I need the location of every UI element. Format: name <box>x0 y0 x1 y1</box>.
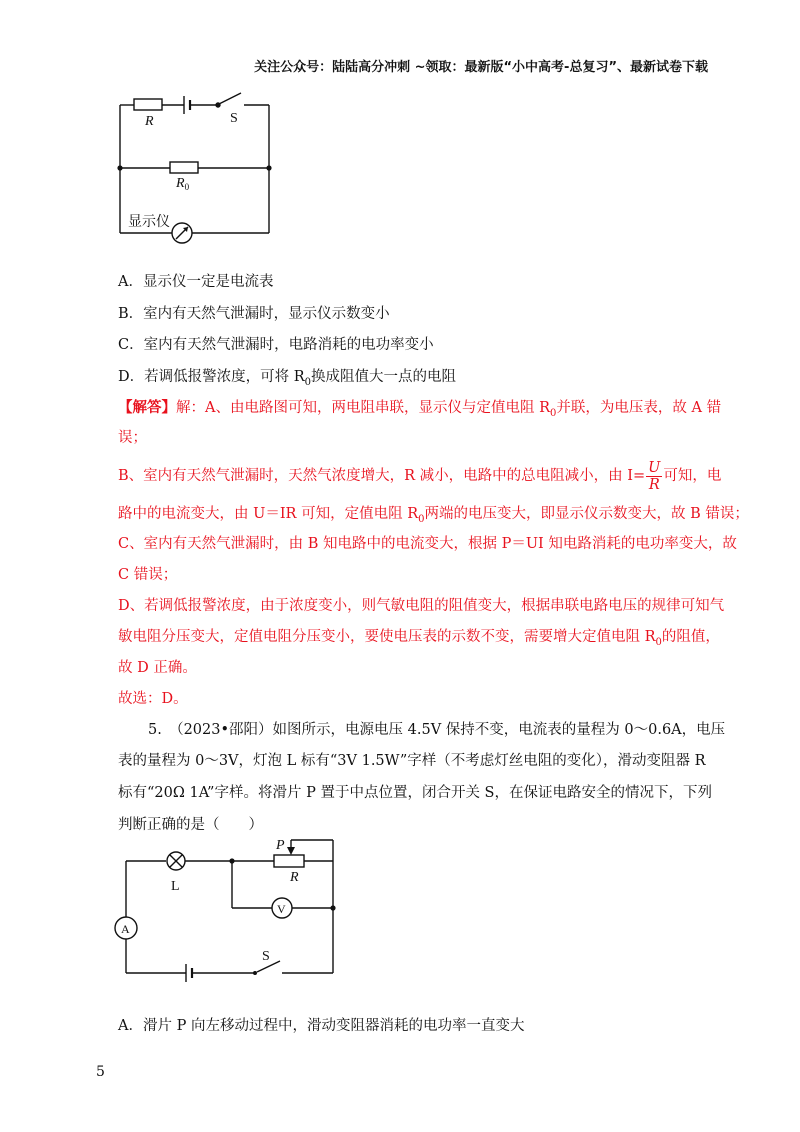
answer-a-line1: 【解答】解：A、由电路图可知，两电阻串联，显示仪与定值电阻 $R_0$并联，为电压表，故 A 错 <box>118 399 722 419</box>
q5-line4: 判断正确的是（ ） <box>118 817 263 833</box>
answer-c-line1: C、室内有天然气泄漏时，由 B 知电路中的电流变大，根据 P＝UI 知电路消耗的电功率变大，故 <box>118 536 737 552</box>
answer-b-line2: 路中的电流变大，由 U＝IR 可知，定值电阻 $R_0$两端的电压变大，即显示仪示数变大，故 B 错误； <box>118 506 749 525</box>
label-r: R <box>145 114 154 129</box>
answer-b-line1: B、室内有天然气泄漏时，天然气浓度增大，R 减小，电路中的总电阻减小，由 I= $\frac{U}{R}$ 可知，电 <box>118 459 722 493</box>
option-d: D．若调低报警浓度，可将 $R_0$换成阻值大一点的电阻 <box>118 369 457 388</box>
answer-c-line2: C 错误； <box>118 567 178 583</box>
switch-s-lever <box>219 93 241 104</box>
page-header: 关注公众号：陆陆高分冲刺 ~领取：最新版“小中高考-总复习”、最新试卷下载 <box>254 60 708 75</box>
label-l: L <box>171 879 180 894</box>
rheostat-r <box>274 855 304 867</box>
label-display: 显示仪 <box>128 215 170 230</box>
answer-a-line2: 误； <box>118 430 147 446</box>
slider-arrow <box>287 847 295 855</box>
answer-tag: 【解答】 <box>118 399 176 416</box>
answer-d-line3: 故 D 正确。 <box>118 660 197 676</box>
q5-option-a: A．滑片 P 向左移动过程中，滑动变阻器消耗的电功率一直变大 <box>118 1018 525 1034</box>
resistor-r0 <box>170 162 198 173</box>
label-r0: $R_0$ <box>176 176 190 192</box>
label-s-2: S <box>262 949 270 964</box>
q5-line1: 5. （2023•邵阳）如图所示，电源电压 4.5V 保持不变，电流表的量程为 0～0.6A，电压 <box>148 722 726 738</box>
q5-line2: 表的量程为 0～3V，灯泡 L 标有“3V 1.5W”字样（不考虑灯丝电阻的变化），滑动变阻器 R <box>118 753 706 769</box>
circuit-diagram-2 <box>104 836 350 986</box>
label-r-2: R <box>290 870 299 885</box>
label-p: P <box>276 838 285 853</box>
q5-line3: 标有“20Ω 1A”字样。将滑片 P 置于中点位置，闭合开关 S，在保证电路安全的情况下，下列 <box>118 785 712 801</box>
answer-d-line2: 敏电阻分压变大，定值电阻分压变小，要使电压表的示数不变，需要增大定值电阻 $R_0$的阻值， <box>118 629 720 648</box>
page-number: 5 <box>96 1064 105 1080</box>
option-b: B．室内有天然气泄漏时，显示仪示数变小 <box>118 306 390 322</box>
label-v: V <box>277 902 286 916</box>
fraction-u-over-r: $\frac{U}{R}$ <box>648 459 661 493</box>
label-s: S <box>230 111 238 126</box>
resistor-r <box>134 99 162 110</box>
option-c: C．室内有天然气泄漏时，电路消耗的电功率变小 <box>118 337 434 353</box>
answer-choice: 故选：D。 <box>118 691 188 707</box>
circuit-diagram-1 <box>108 88 278 250</box>
answer-d-line1: D、若调低报警浓度，由于浓度变小，则气敏电阻的阻值变大，根据串联电路电压的规律可知气 <box>118 598 725 614</box>
label-a: A <box>121 922 130 936</box>
option-a: A．显示仪一定是电流表 <box>118 274 274 290</box>
